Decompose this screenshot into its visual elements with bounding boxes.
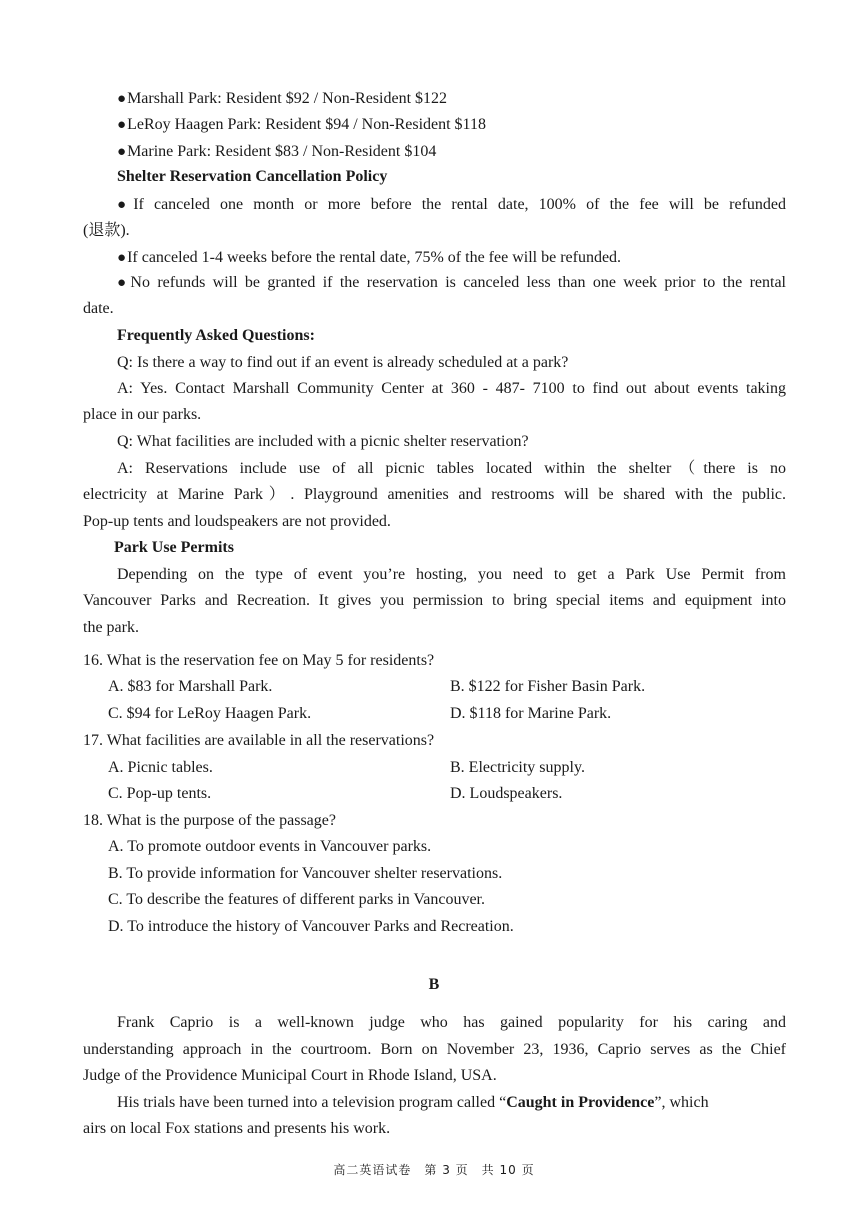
section-b-heading: B	[428, 976, 440, 993]
passage-b-line-4-main	[117, 1093, 709, 1113]
permits-line-2: Vancouver Parks and Recreation. It gives you permission to bring special items and equipment into	[83, 592, 786, 609]
question-17-option-c: C. Pop-up tents.	[108, 785, 212, 802]
cancellation-rule-3: ● No refunds will be granted if the reservation is canceled less than one week prior to the rental	[117, 273, 786, 293]
faq-question-1: Q: Is there a way to find out if an event is already scheduled at a park?	[117, 354, 569, 371]
page-footer: 高二英语试卷 第 3 页 共 10 页	[333, 1163, 535, 1177]
cancellation-rule-3-cont: date.	[83, 300, 114, 317]
faq-answer-2: A: Reservations include use of all picnic tables located within the shelter（there is no	[117, 460, 786, 477]
passage-b-line-2: understanding approach in the courtroom. Born on November 23, 1936, Caprio serves as the Chief	[83, 1041, 786, 1058]
cancellation-heading: Shelter Reservation Cancellation Policy	[117, 168, 388, 185]
permits-line-1: Depending on the type of event you’re hosting, you need to get a Park Use Permit from	[117, 566, 786, 583]
faq-answer-2-end: Pop-up tents and loudspeakers are not provided.	[83, 513, 391, 530]
faq-answer-2-cont: electricity at Marine Park）. Playground amenities and restrooms will be shared with the public.	[83, 486, 787, 503]
faq-question-2: Q: What facilities are included with a picnic shelter reservation?	[117, 433, 529, 450]
cancellation-rule-2: ● If canceled 1-4 weeks before the rental date, 75% of the fee will be refunded.	[117, 248, 621, 268]
fee-item-marshall: ● Marshall Park: Resident $92 / Non-Resident $122	[117, 89, 447, 109]
passage-b-line-3: Judge of the Providence Municipal Court in Rhode Island, USA.	[83, 1067, 497, 1084]
question-18-option-c: C. To describe the features of different parks in Vancouver.	[108, 891, 485, 908]
question-16-option-b: B. $122 for Fisher Basin Park.	[450, 678, 646, 695]
question-18-option-b: B. To provide information for Vancouver shelter reservations.	[108, 865, 503, 882]
question-18-option-a: A. To promote outdoor events in Vancouver parks.	[108, 838, 432, 855]
faq-answer-1-cont: place in our parks.	[83, 406, 202, 423]
cancellation-rule-1-cont: (退款).	[83, 222, 130, 239]
question-18-option-d: D. To introduce the history of Vancouver Parks and Recreation.	[108, 918, 514, 935]
question-17-option-a: A. Picnic tables.	[108, 759, 213, 776]
question-17-stem: 17. What facilities are available in all the reservations?	[83, 732, 435, 749]
question-16-option-a: A. $83 for Marshall Park.	[108, 678, 273, 695]
passage-b-line-4-post: ”, which	[654, 1094, 709, 1111]
passage-b-line-4-pre: His trials have been turned into a television program called “	[117, 1094, 507, 1111]
faq-answer-1: A: Yes. Contact Marshall Community Center at 360 - 487- 7100 to find out about events taking	[117, 380, 786, 397]
permits-line-3: the park.	[83, 619, 139, 636]
question-16-option-d: D. $118 for Marine Park.	[450, 705, 612, 722]
question-17-option-b: B. Electricity supply.	[450, 759, 585, 776]
question-17-option-d: D. Loudspeakers.	[450, 785, 563, 802]
passage-b-line-1: Frank Caprio is a well-known judge who has gained popularity for his caring and	[117, 1014, 786, 1031]
question-18-stem: 18. What is the purpose of the passage?	[83, 812, 336, 829]
faq-heading: Frequently Asked Questions:	[117, 327, 315, 344]
permits-heading: Park Use Permits	[114, 539, 234, 556]
passage-b-line-4	[117, 1093, 786, 1113]
program-title: Caught in Providence	[506, 1094, 655, 1111]
passage-b-line-5: airs on local Fox stations and presents his work.	[83, 1120, 391, 1137]
question-16-stem: 16. What is the reservation fee on May 5 for residents?	[83, 652, 435, 669]
fee-item-leroy-haagen: ● LeRoy Haagen Park: Resident $94 / Non-Resident $118	[117, 115, 486, 135]
cancellation-rule-1: ● If canceled one month or more before the rental date, 100% of the fee will be refunded	[117, 195, 786, 215]
fee-item-marine: ● Marine Park: Resident $83 / Non-Resident $104	[117, 142, 436, 162]
question-16-option-c: C. $94 for LeRoy Haagen Park.	[108, 705, 312, 722]
